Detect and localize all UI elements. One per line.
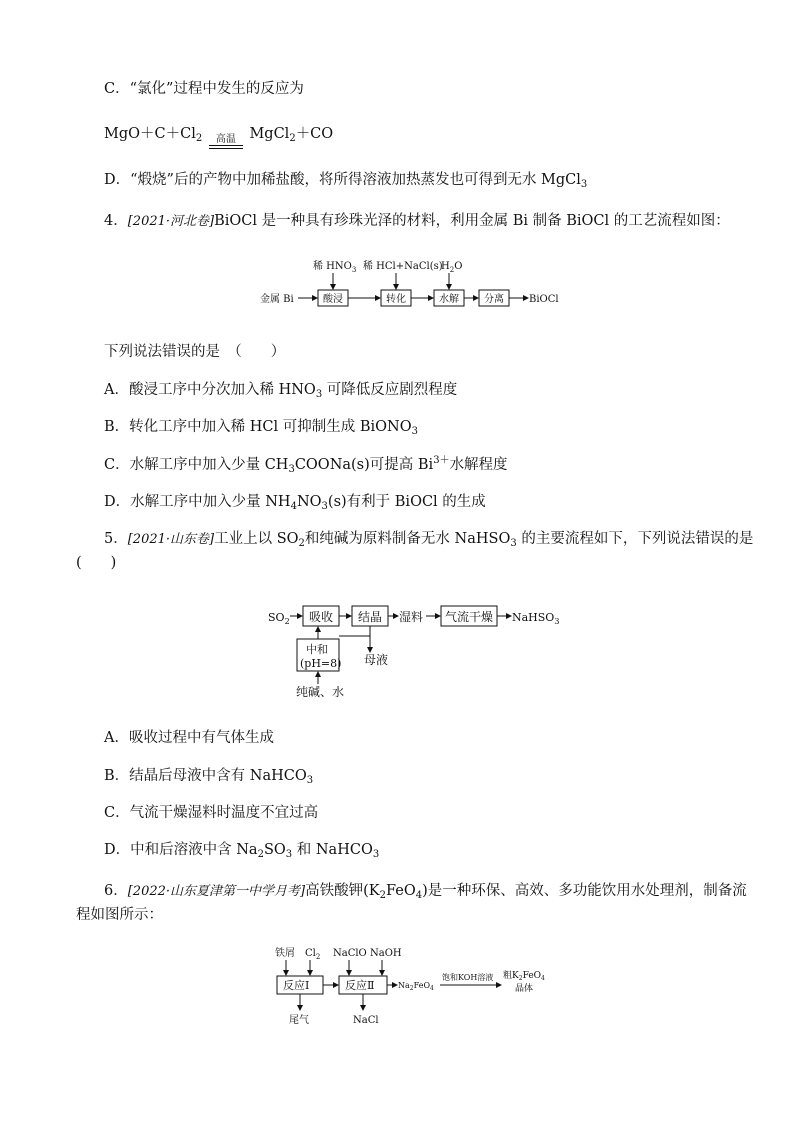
q6-input-4: NaOH bbox=[370, 948, 402, 959]
q4-start-label: 金属 Bi bbox=[260, 294, 294, 305]
q5-neutral-2: (pH=8) bbox=[300, 657, 342, 670]
q5-crystal: 结晶 bbox=[358, 610, 383, 624]
q4-step-1: 酸浸 bbox=[323, 294, 343, 305]
q5-option-b: B．结晶后母液中含有 NaHCO$_3$ bbox=[104, 768, 314, 786]
q6-stem: 6．[2022·山东夏津第一中学月考]高铁酸钾$(K_2FeO_4)$是一种环保、高效、多功能饮用水处理剂，制备流 bbox=[104, 883, 747, 901]
q5-soda: 纯碱、水 bbox=[296, 685, 345, 699]
q4-step-4: 分离 bbox=[484, 294, 504, 305]
q4-end-label: BiOCl bbox=[529, 294, 559, 305]
q4-input-3: $H_2O$ bbox=[441, 261, 463, 274]
q5-mother: 母液 bbox=[364, 653, 389, 667]
q6-mid: $Na_2FeO_4$ bbox=[398, 981, 434, 992]
q6-product-1: 粗$K_2FeO_4$ bbox=[503, 971, 545, 982]
q5-option-c: C．气流干燥湿料时温度不宜过高 bbox=[104, 805, 319, 821]
q4-step-3: 水解 bbox=[439, 294, 459, 305]
q5-neutral-1: 中和 bbox=[306, 643, 328, 656]
q5-wet: 湿料 bbox=[399, 610, 424, 624]
q5-end-label: NaHSO$_3$ bbox=[512, 611, 560, 626]
q5-absorb: 吸收 bbox=[309, 610, 334, 624]
q3-equation: $MgO+C+Cl_2$ 高温 MgCl$_2$＋CO bbox=[104, 124, 333, 157]
q5-option-a: A．吸收过程中有气体生成 bbox=[104, 730, 274, 746]
q4-option-b: B．转化工序中加入稀 HCl 可抑制生成 BiONO$_3$ bbox=[104, 419, 418, 437]
q6-product-2: 晶体 bbox=[515, 984, 534, 994]
q6-reagent: 饱和KOH溶液 bbox=[442, 973, 494, 982]
q6-stem-line2: 程如图所示： bbox=[76, 907, 163, 923]
equilibrium-sign: 高温 bbox=[209, 135, 243, 157]
q4-option-d: D．水解工序中加入少量 $NH_4NO_3(s)$有利于 BiOCl 的生成 bbox=[104, 494, 486, 512]
q4-prompt: 下列说法错误的是 （ ） bbox=[104, 344, 286, 360]
q4-step-2: 转化 bbox=[386, 294, 406, 305]
q4-option-c: C．水解工序中加入少量 $CH_3COONa(s)$可提高 $Bi^{3+}$水解程度 bbox=[104, 455, 508, 475]
q3-option-d: D．“煅烧”后的产物中加稀盐酸，将所得溶液加热蒸发也可得到无水 MgCl$_3$ bbox=[104, 172, 588, 190]
q6-input-3: NaClO bbox=[333, 948, 367, 959]
q5-stem: 5．[2021·山东卷]工业上以 $SO_2$和纯碱为原料制备无水 NaHSO$_3$ 的主要流程如下，下列说法错误的是 bbox=[104, 531, 754, 549]
q3-option-c: C．“氯化”过程中发生的反应为 bbox=[104, 81, 304, 97]
q6-r2: 反应Ⅱ bbox=[345, 979, 375, 992]
q4-option-a: A．酸浸工序中分次加入稀 $HNO_3$ 可降低反应剧烈程度 bbox=[104, 382, 458, 400]
q5-start-label: $SO_2$ bbox=[268, 611, 290, 626]
q5-paren: ( ) bbox=[76, 555, 117, 571]
q5-option-d: D．中和后溶液中含 $Na_2SO_3$ 和 NaHCO$_3$ bbox=[104, 842, 380, 860]
q6-r1: 反应Ⅰ bbox=[283, 979, 310, 992]
q5-dry: 气流干燥 bbox=[445, 610, 494, 624]
q4-input-1: 稀 $HNO_3$ bbox=[313, 261, 357, 274]
q4-stem: 4．[2021·河北卷]BiOCl 是一种具有珍珠光泽的材料，利用金属 Bi 制备 BiOCl 的工艺流程如图： bbox=[104, 213, 730, 229]
q4-flow-diagram bbox=[255, 255, 565, 315]
q6-flow-diagram bbox=[265, 942, 565, 1032]
q6-output-2: NaCl bbox=[353, 1015, 379, 1026]
q4-input-2: 稀 HCl+NaCl(s) bbox=[363, 261, 443, 272]
q6-input-1: 铁屑 bbox=[275, 948, 295, 959]
q6-output-1: 尾气 bbox=[289, 1015, 309, 1026]
q5-flow-diagram bbox=[266, 600, 566, 700]
q6-input-2: $Cl_2$ bbox=[305, 948, 321, 961]
